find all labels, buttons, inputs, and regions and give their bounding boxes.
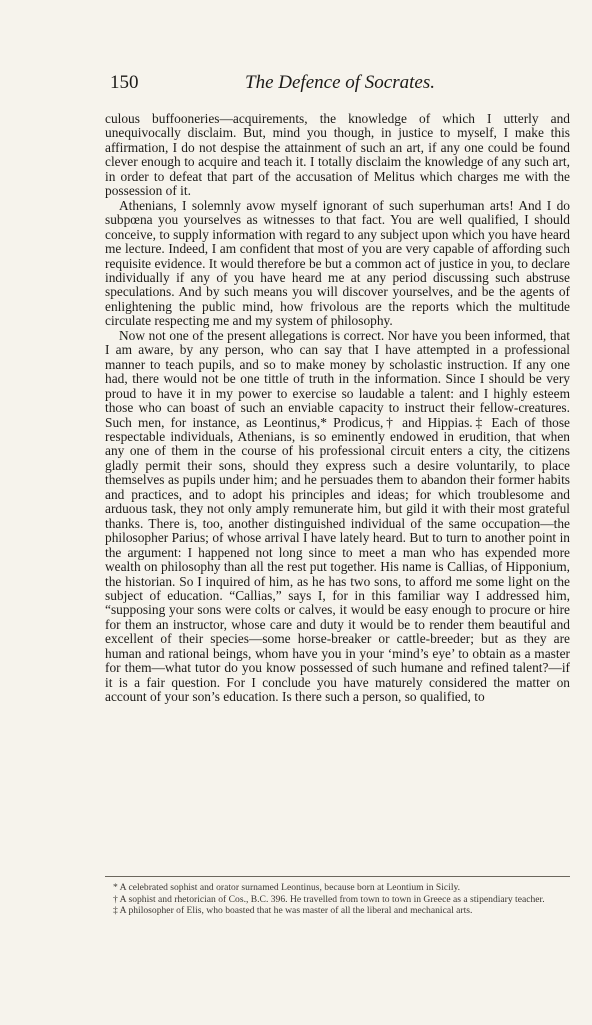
body-text xyxy=(105,112,570,705)
footnote: ‡ A philosopher of Elis, who boasted that he was master of all the liberal and mechanical arts. xyxy=(113,905,473,917)
page-number: 150 xyxy=(110,72,139,93)
running-title: The Defence of Socrates. xyxy=(245,72,435,93)
paragraph: culous buffooneries—acquirements, the knowledge of which I utterly and unequivocally disclaim. But, mind you though, in justice to myself, I make this affirmation, I do not despise the attainment of such an art, if any one could be found clever enough to acquire and teach it. I totally disclaim the knowledge of any such art, in order to defeat that part of the accusation of Melitus which charges me with the possession of it. xyxy=(105,111,570,199)
paragraph: Now not one of the present allegations is correct. Nor have you been informed, that I am aware, by any person, who can say that I have attempted in a professional manner to teach pupils, and so to make money by scholastic instruction. If any one had, there would not be one tittle of truth in the information. Since I should be very proud to have it in my power to exercise so laudable a talent: and I highly esteem those who can boast of such an enviable capacity to instruct their fellow-creatures. Such men, for instance, as Leontinus,* Prodicus,† and Hippias.‡ Each of those respectable individuals, Athenians, is so eminently endowed in erudition, that when any one of them in the course of his professional circuit enters a city, the citizens gladly permit their sons, should they express such a desire voluntarily, to place themselves as pupils under him; and he persuades them to abandon their former habits and practices, and to adopt his principles and ideas; for which troublesome and arduous task, they not only amply remunerate him, but gild it with their most grateful thanks. There is, too, another distinguished individual of the same occupation—the philosopher Parius; of whose arrival I have lately heard. But to turn to another point in the argument: I happened not long since to meet a man who has expended more wealth on philosophy than all the rest put together. His name is Callias, of Hipponium, the historian. So I inquired of him, as he has two sons, to afford me some light on the subject of education. “Callias,” says I, for in this familiar way I addressed him, “supposing your sons were colts or calves, it would be easy enough to procure or hire for them an instructor, whose care and duty it would be to render them beautiful and excellent of their species—some horse-breaker or cattle-breeder; but as they are human and rational beings, whom have you in your ‘mind’s eye’ to obtain as a master for them—what tutor do you know possessed of such humane and refined talent?—if it is a fair question. For I conclude you have maturely considered the matter on account of your son’s education. Is there such a person, so qualified, to xyxy=(105,327,570,705)
footnote-divider xyxy=(105,876,570,877)
paragraph: Athenians, I solemnly avow myself ignorant of such superhuman arts! And I do subpœna you yourselves as witnesses to that fact. You are well qualified, I should conceive, to supply information with regard to any subject upon which you have heard me lecture. Indeed, I am confident that most of you are very capable of affording such requisite evidence. It would therefore be but a common act of justice in you, to declare individually if any of you have heard me at any period discussing such abstruse speculations. And by such means you will discover yourselves, and be the agents of enlightening the public mind, how frivolous are the reports which the multitude circulate respecting me and my system of philosophy. xyxy=(105,197,570,329)
footnotes xyxy=(105,882,570,917)
page-header xyxy=(110,72,570,94)
footnote: * A celebrated sophist and orator surnamed Leontinus, because born at Leontium in Sicily. xyxy=(113,882,461,893)
footnote: † A sophist and rhetorician of Cos., B.C. 396. He travelled from town to town in Greece as a stipendiary teacher. xyxy=(113,893,545,905)
